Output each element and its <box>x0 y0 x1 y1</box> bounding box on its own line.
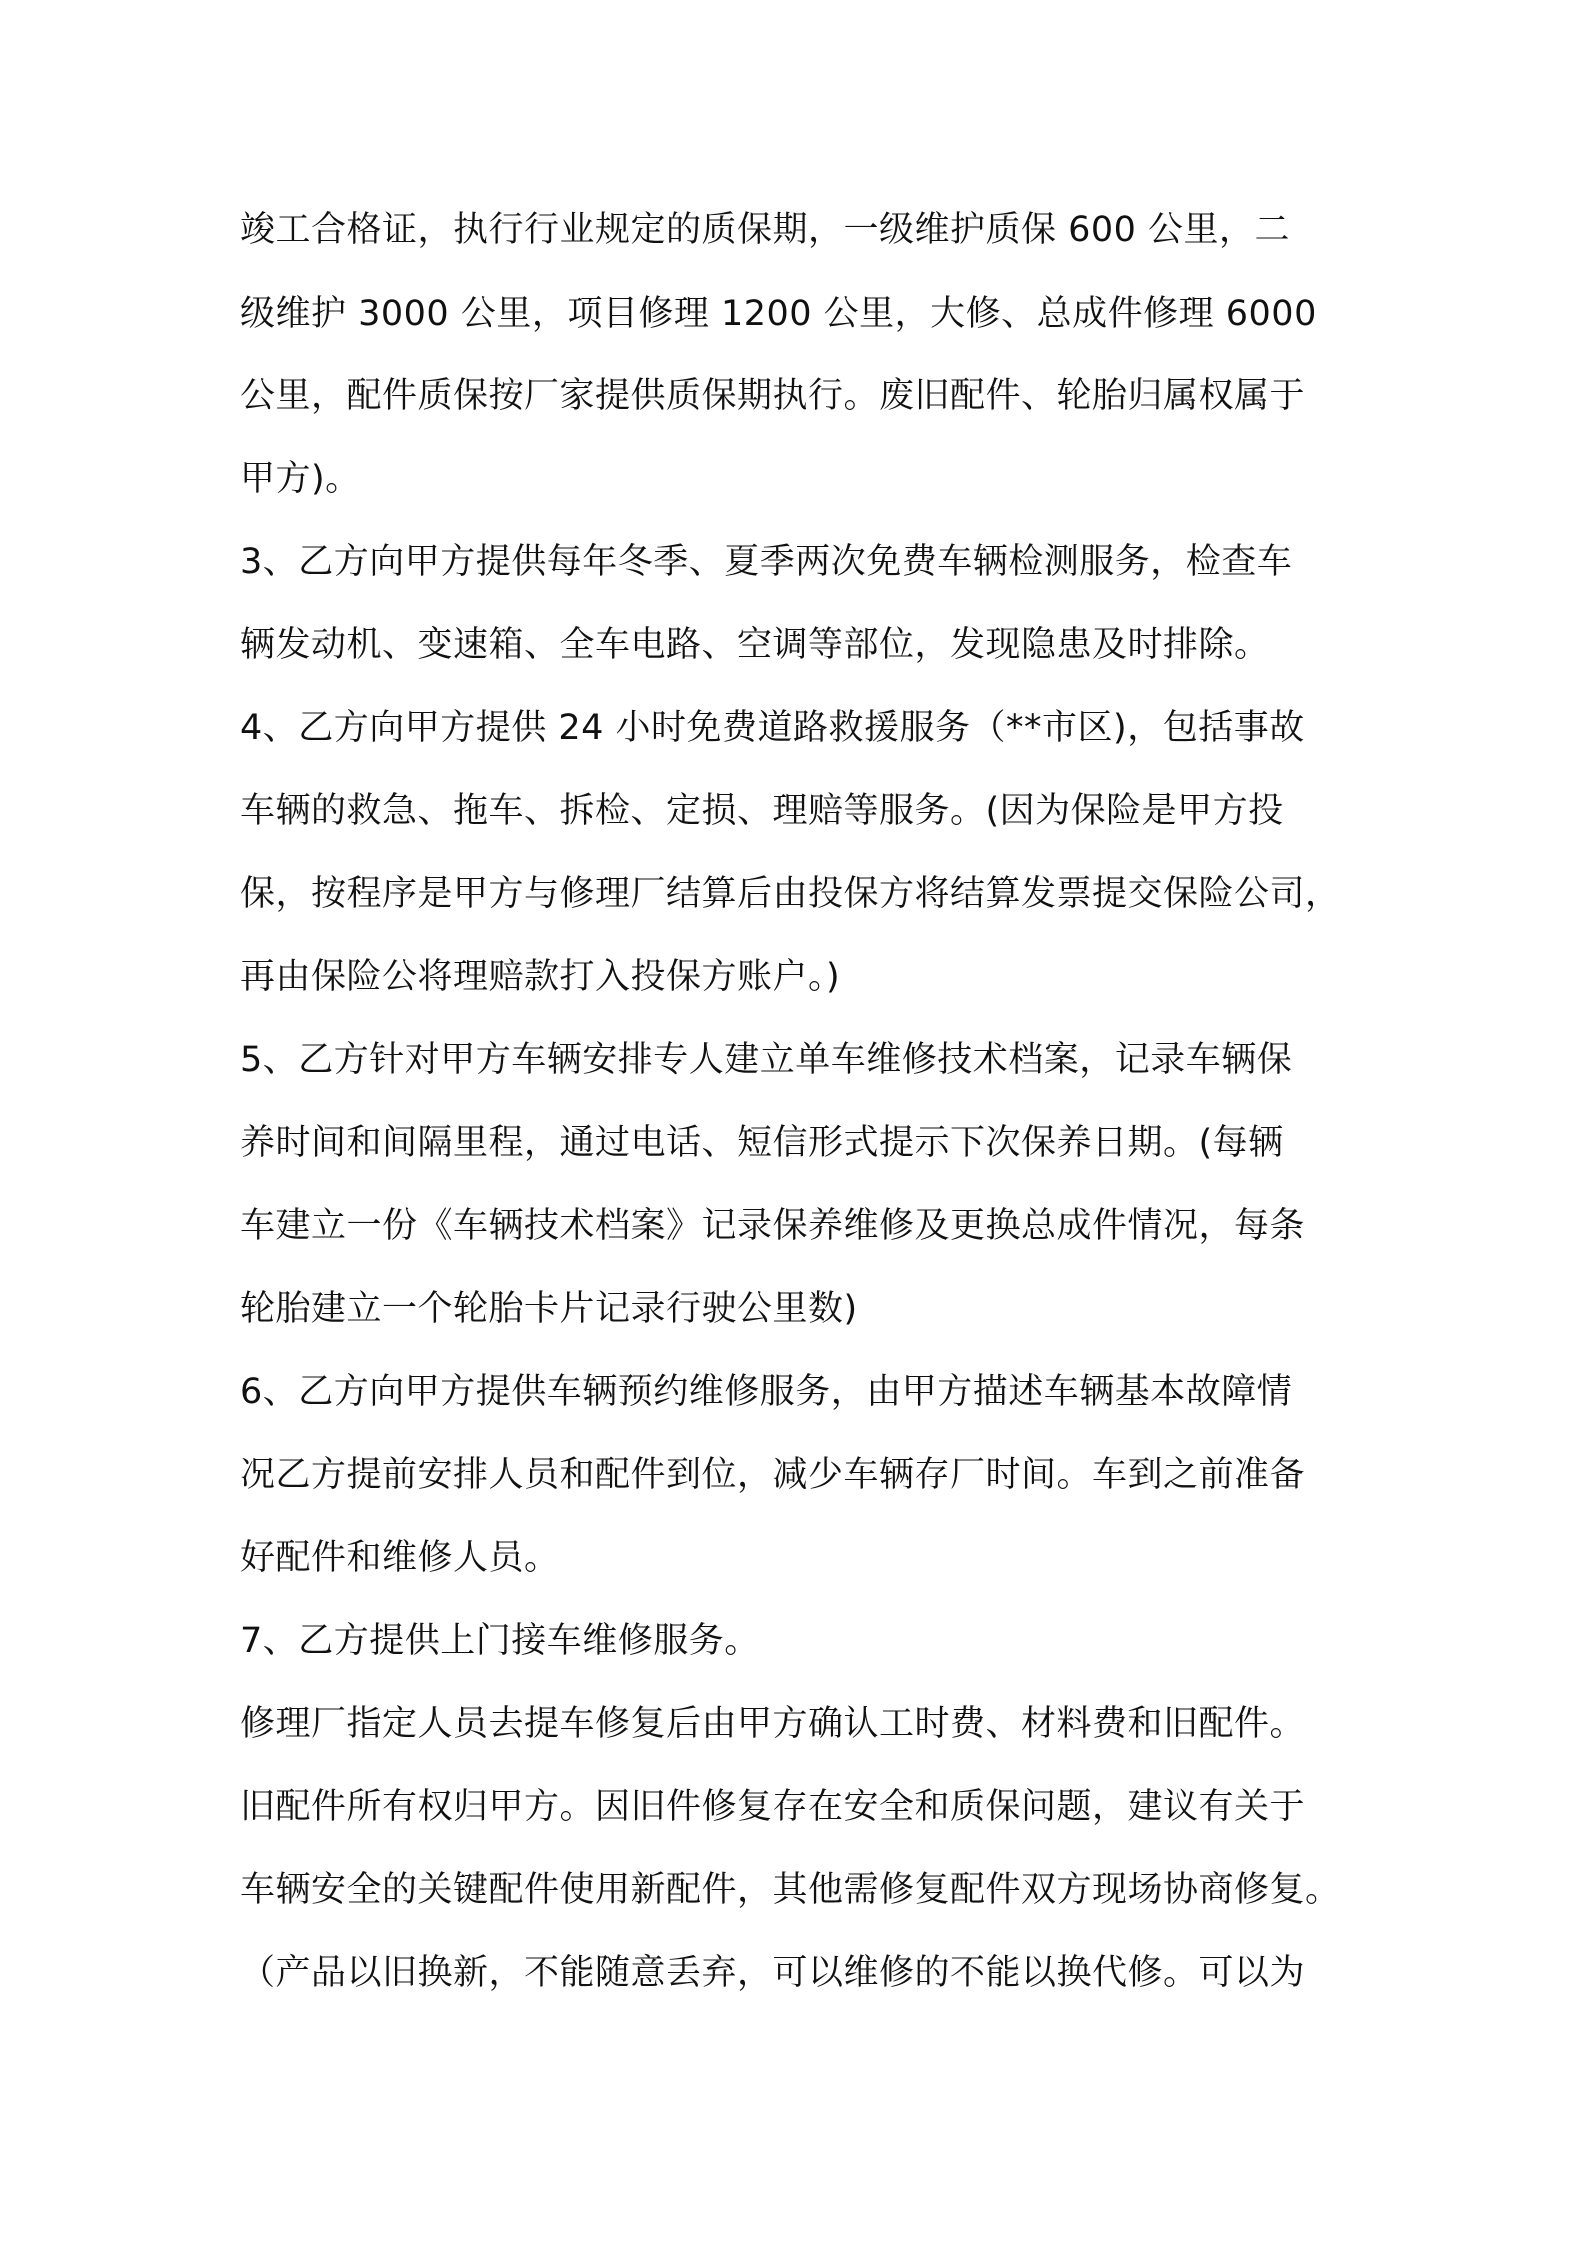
text-line-6: 辆发动机、变速箱、全车电路、空调等部位，发现隐患及时排除。 <box>240 625 1270 665</box>
text-line-13: 车建立一份《车辆技术档案》记录保养维修及更换总成件情况，每条 <box>240 1206 1306 1246</box>
text-line-4: 甲方)。 <box>240 459 361 499</box>
text-line-20: 旧配件所有权归甲方。因旧件修复存在安全和质保问题，建议有关于 <box>240 1787 1306 1827</box>
text-line-5: 3、乙方向甲方提供每年冬季、夏季两次免费车辆检测服务，检查车 <box>240 542 1293 582</box>
text-line-22: （产品以旧换新，不能随意丢弃，可以维修的不能以换代修。可以为 <box>240 1953 1306 1993</box>
text-line-3: 公里，配件质保按厂家提供质保期执行。废旧配件、轮胎归属权属于 <box>240 376 1306 416</box>
text-line-18: 7、乙方提供上门接车维修服务。 <box>240 1621 760 1661</box>
text-line-19: 修理厂指定人员去提车修复后由甲方确认工时费、材料费和旧配件。 <box>240 1704 1306 1744</box>
text-line-2: 级维护 3000 公里，项目修理 1200 公里，大修、总成件修理 6000 <box>240 294 1317 334</box>
text-line-12: 养时间和间隔里程，通过电话、短信形式提示下次保养日期。(每辆 <box>240 1123 1284 1163</box>
text-line-17: 好配件和维修人员。 <box>240 1538 560 1578</box>
text-line-11: 5、乙方针对甲方车辆安排专人建立单车维修技术档案，记录车辆保 <box>240 1040 1293 1080</box>
text-line-10: 再由保险公将理赔款打入投保方账户。) <box>240 957 841 997</box>
text-line-21: 车辆安全的关键配件使用新配件，其他需修复配件双方现场协商修复。 <box>240 1870 1341 1910</box>
text-line-16: 况乙方提前安排人员和配件到位，减少车辆存厂时间。车到之前准备 <box>240 1455 1306 1495</box>
text-line-7: 4、乙方向甲方提供 24 小时免费道路救援服务（**市区)，包括事故 <box>240 708 1305 748</box>
text-line-14: 轮胎建立一个轮胎卡片记录行驶公里数) <box>240 1289 858 1329</box>
text-line-8: 车辆的救急、拖车、拆检、定损、理赔等服务。(因为保险是甲方投 <box>240 791 1284 831</box>
text-line-1: 竣工合格证，执行行业规定的质保期，一级维护质保 600 公里，二 <box>240 210 1291 250</box>
text-line-15: 6、乙方向甲方提供车辆预约维修服务，由甲方描述车辆基本故障情 <box>240 1372 1293 1412</box>
text-line-9: 保，按程序是甲方与修理厂结算后由投保方将结算发票提交保险公司， <box>240 874 1341 914</box>
